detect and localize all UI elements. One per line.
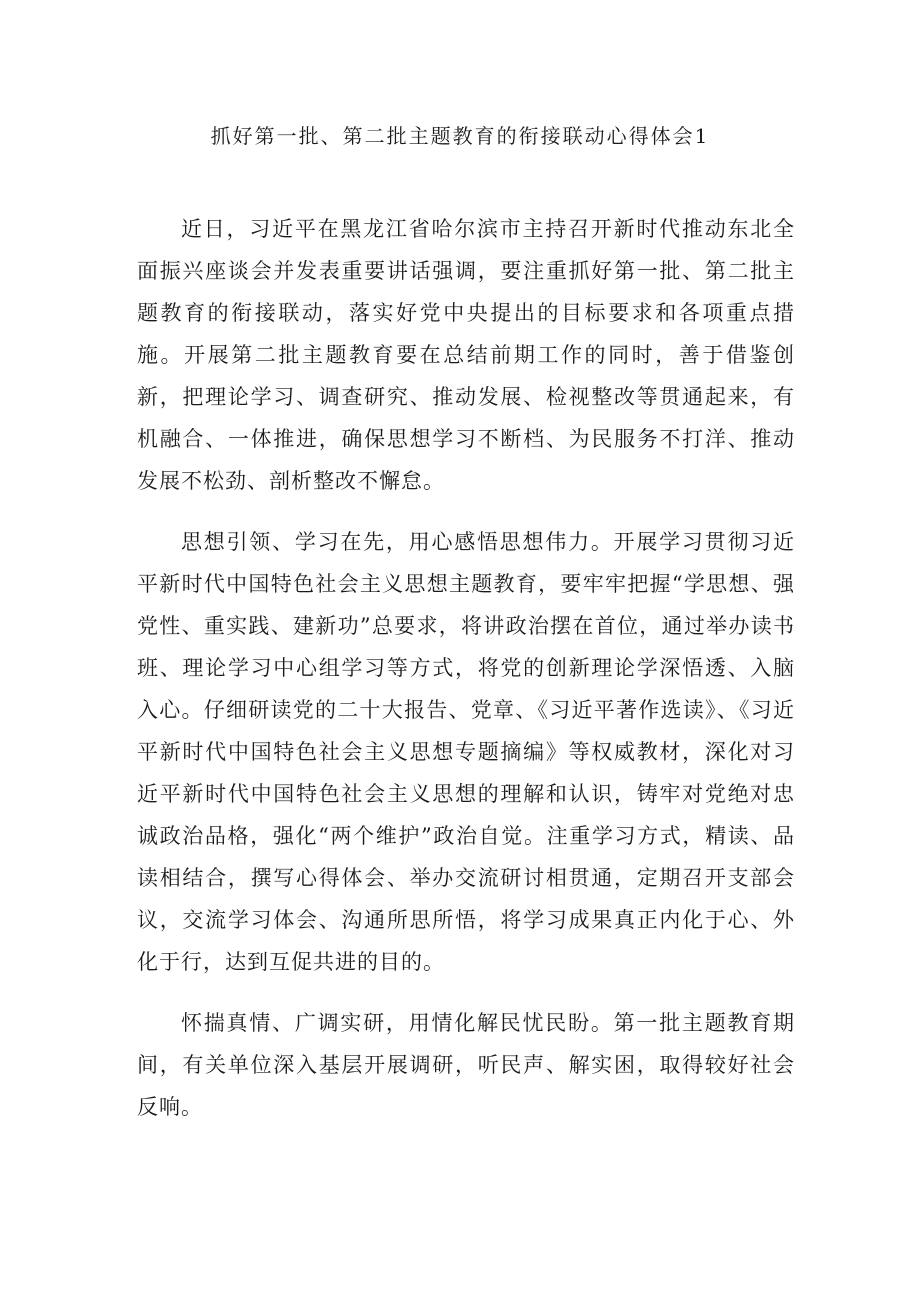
document-body — [137, 208, 795, 1147]
paragraph-1: 近日，习近平在黑龙江省哈尔滨市主持召开新时代推动东北全面振兴座谈会并发表重要讲话强调，要注重抓好第一批、第二批主题教育的衔接联动，落实好党中央提出的目标要求和各项重点措施。开展第二批主题教育要在总结前期工作的同时，善于借鉴创新，把理论学习、调查研究、推动发展、检视整改等贯通起来，有机融合、一体推进，确保思想学习不断档、为民服务不打洋、推动发展不松劲、剖析整改不懈怠。 — [137, 217, 795, 493]
paragraph-2: 思想引领、学习在先，用心感悟思想伟力。开展学习贯彻习近平新时代中国特色社会主义思想主题教育，要牢牢把握“学思想、强党性、重实践、建新功”总要求，将讲政治摆在首位，通过举办读书班、理论学习中心组学习等方式，将党的创新理论学深悟透、入脑入心。仔细研读党的二十大报告、党章、《习近平著作选读》、《习近平新时代中国特色社会主义思想专题摘编》等权威教材，深化对习近平新时代中国特色社会主义思想的理解和认识，铸牢对党绝对忠诚政治品格，强化“两个维护”政治自觉。注重学习方式，精读、品读相结合，撰写心得体会、举办交流研讨相贯通，定期召开支部会议，交流学习体会、沟通所思所悟，将学习成果真正内化于心、外化于行，达到互促共进的目的。 — [137, 530, 795, 974]
document-title: 抓好第一批、第二批主题教育的衔接联动心得体会1 — [210, 124, 710, 148]
paragraph-3: 怀揣真情、广调实研，用情化解民忧民盼。第一批主题教育期间，有关单位深入基层开展调研，听民声、解实困，取得较好社会反响。 — [137, 1011, 795, 1119]
